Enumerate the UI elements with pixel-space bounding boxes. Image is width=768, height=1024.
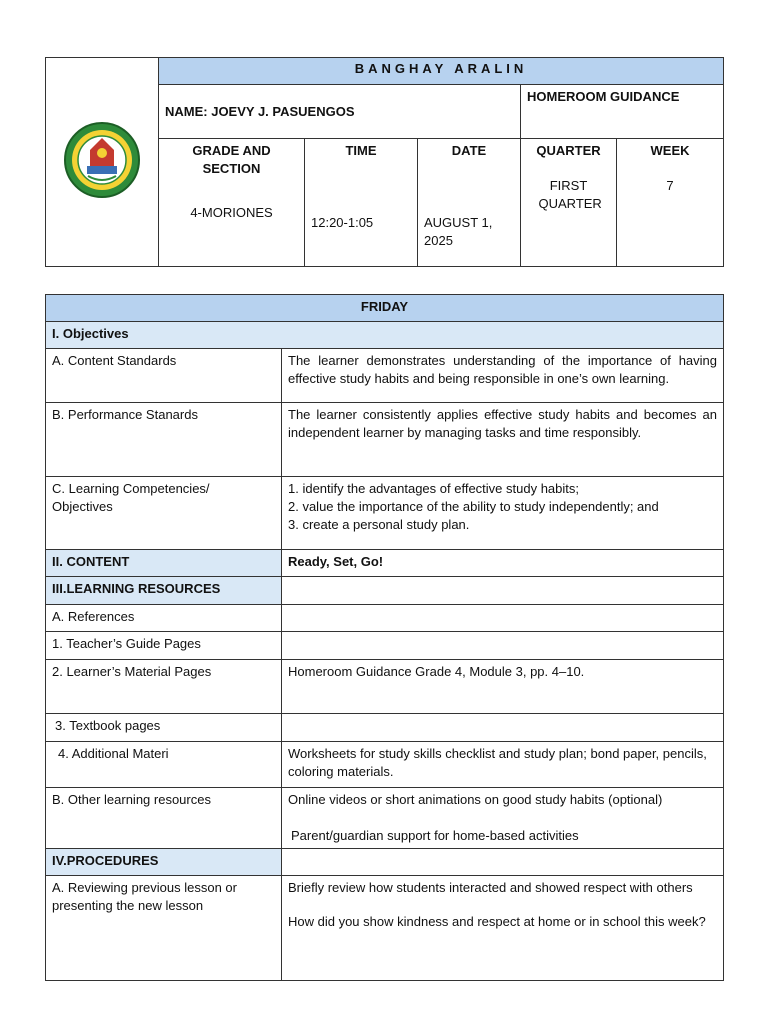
other-resources-line: Parent/guardian support for home-based activities xyxy=(291,828,579,843)
other-resources-line: Online videos or short animations on good study habits (optional) xyxy=(288,792,663,807)
teachers-guide-value xyxy=(282,632,724,660)
day-header: FRIDAY xyxy=(46,295,724,322)
competencies-label: C. Learning Competencies/ Objectives xyxy=(46,477,282,550)
quarter-label: QUARTER xyxy=(536,143,601,158)
resources-heading: III.LEARNING RESOURCES xyxy=(46,577,282,605)
learners-material-label: 2. Learner’s Material Pages xyxy=(46,660,282,714)
review-line: Briefly review how students interacted and showed respect with others xyxy=(288,880,693,895)
lesson-table xyxy=(45,294,724,981)
competency-item: 2. value the importance of the ability to study independently; and xyxy=(288,499,659,514)
textbook-value xyxy=(282,714,724,742)
performance-standards-label: B. Performance Stanards xyxy=(46,403,282,477)
references-label: A. References xyxy=(46,605,282,632)
grade-section-value: 4-MORIONES xyxy=(190,205,273,220)
week-value: 7 xyxy=(666,178,674,193)
date-label: DATE xyxy=(451,143,487,158)
week-cell xyxy=(617,139,724,267)
grade-section-label: GRADE AND SECTION xyxy=(192,143,271,176)
procedures-empty xyxy=(282,849,724,876)
week-label: WEEK xyxy=(650,143,690,158)
textbook-label: 3. Textbook pages xyxy=(46,714,282,742)
grade-section-cell xyxy=(159,139,305,267)
header-table xyxy=(45,57,724,267)
performance-standards-text: The learner consistently applies effective study habits and becomes an independent learner by managing tasks and time responsibly. xyxy=(282,403,724,477)
content-standards-label: A. Content Standards xyxy=(46,349,282,403)
quarter-cell xyxy=(521,139,617,267)
quarter-value: FIRST QUARTER xyxy=(538,178,602,211)
time-value: 12:20-1:05 xyxy=(311,215,374,230)
review-label: A. Reviewing previous lesson or presenting the new lesson xyxy=(46,876,282,981)
procedures-heading: IV.PROCEDURES xyxy=(46,849,282,876)
document-title: BANGHAY ARALIN xyxy=(159,58,724,85)
additional-label: 4. Additional Materi xyxy=(46,742,282,788)
additional-value: Worksheets for study skills checklist and study plan; bond paper, pencils, coloring materials. xyxy=(282,742,724,788)
review-line: How did you show kindness and respect at home or in school this week? xyxy=(288,914,706,929)
other-resources-value xyxy=(282,788,724,849)
review-value xyxy=(282,876,724,981)
other-resources-label: B. Other learning resources xyxy=(46,788,282,849)
competencies-list xyxy=(282,477,724,550)
content-label: II. CONTENT xyxy=(46,550,282,577)
date-value: AUGUST 1, 2025 xyxy=(424,215,493,248)
references-value xyxy=(282,605,724,632)
school-logo-cell xyxy=(46,58,159,267)
competency-item: 3. create a personal study plan. xyxy=(288,517,470,532)
time-cell xyxy=(305,139,418,267)
resources-empty xyxy=(282,577,724,605)
competency-item: 1. identify the advantages of effective study habits; xyxy=(288,481,580,496)
content-value: Ready, Set, Go! xyxy=(282,550,724,577)
teacher-name: NAME: JOEVY J. PASUENGOS xyxy=(159,85,521,139)
learners-material-value: Homeroom Guidance Grade 4, Module 3, pp. 4–10. xyxy=(282,660,724,714)
date-cell xyxy=(418,139,521,267)
subject-name: HOMEROOM GUIDANCE xyxy=(521,85,724,139)
time-label: TIME xyxy=(345,143,377,158)
content-standards-text: The learner demonstrates understanding of the importance of having effective study habits and being responsible in one’s own learning. xyxy=(282,349,724,403)
objectives-heading: I. Objectives xyxy=(46,322,724,349)
school-logo-icon xyxy=(62,120,142,200)
teachers-guide-label: 1. Teacher’s Guide Pages xyxy=(46,632,282,660)
